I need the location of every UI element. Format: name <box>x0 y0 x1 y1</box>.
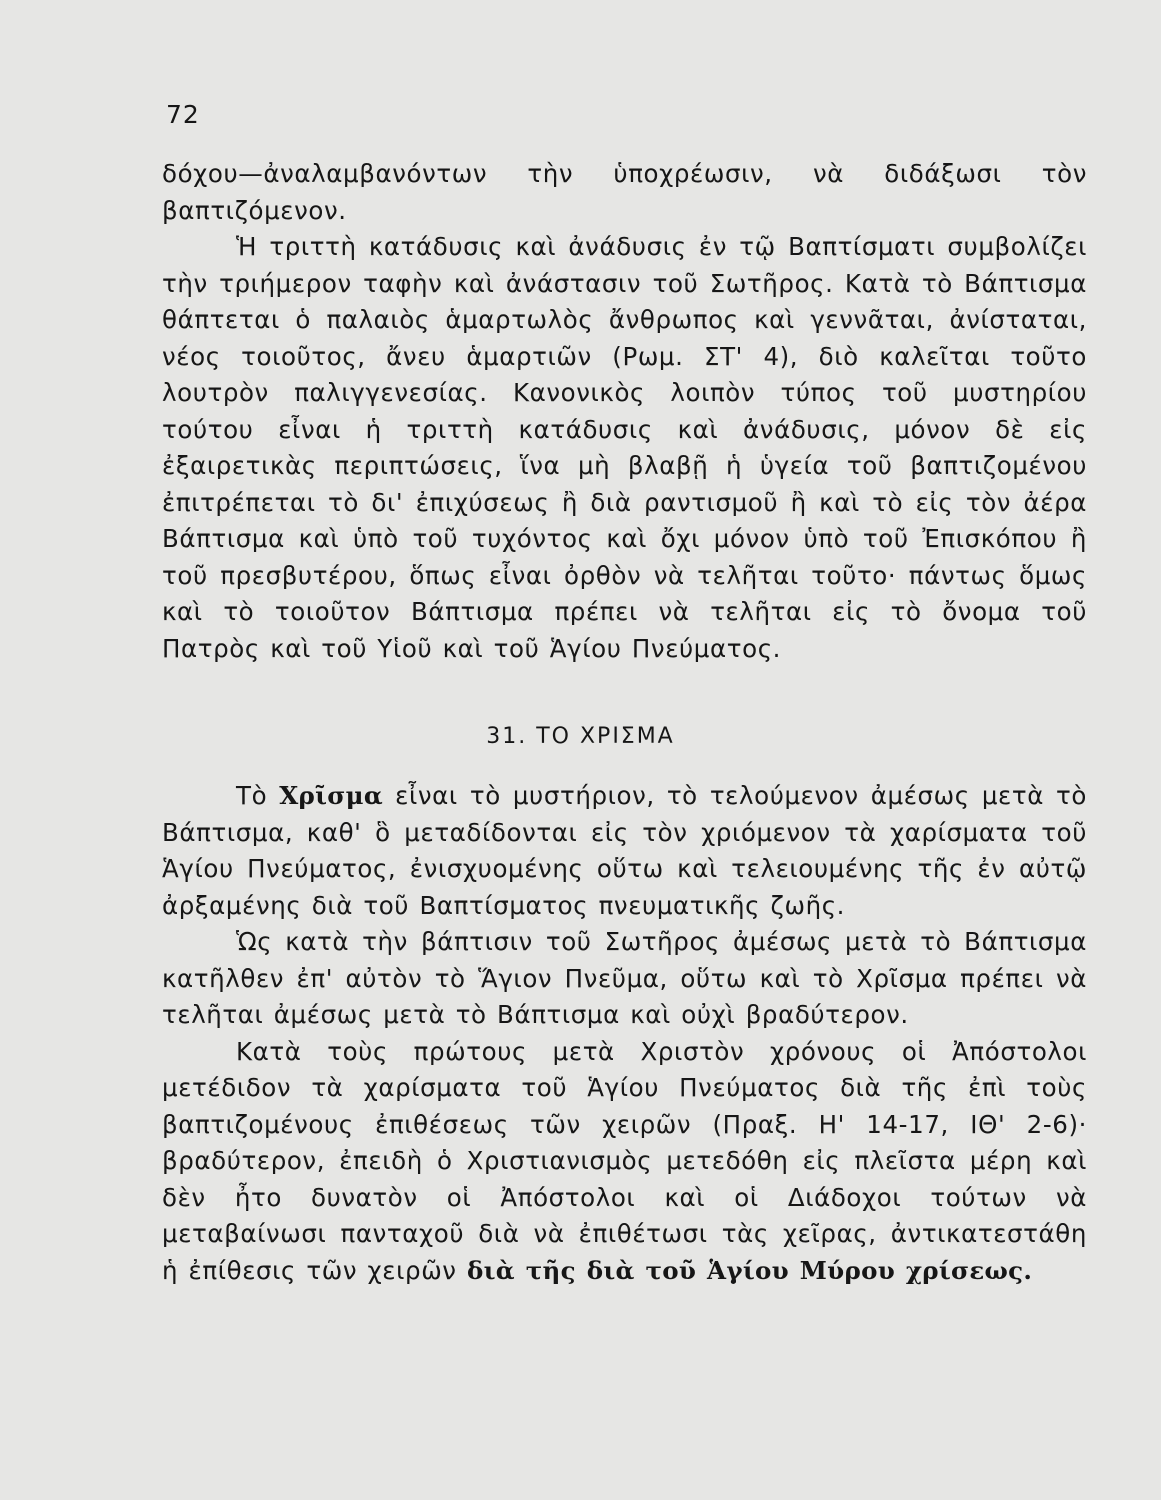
history-emphasis: διὰ τῆς διὰ τοῦ Ἁγίου Μύρου χρίσεως. <box>466 1255 1033 1285</box>
paragraph-chrism-history <box>162 1034 1087 1290</box>
term-chrism: Χρῖσμα <box>279 781 384 810</box>
paragraph-chrism-timing: Ὡς κατὰ τὴν βάπτισιν τοῦ Σωτῆρος ἀμέσως μετὰ τὸ Βάπτισμα κατῆλθεν ἐπ' αὐτὸν τὸ Ἅγιον Πνεῦμα, οὕτω καὶ τὸ Χρῖσμα πρέπει νὰ τελῆται ἀμέσως μετὰ τὸ Βάπτισμα καὶ οὐχὶ βραδύτερον. <box>162 927 1087 1029</box>
page-number: 72 <box>166 100 200 129</box>
text-block-chrism <box>162 778 1087 1289</box>
paragraph-continuation: δόχου—ἀναλαμβανόντων τὴν ὑποχρέωσιν, νὰ διδάξωσι τὸν βαπτιζόμενον. <box>162 159 1087 225</box>
text-block-baptism <box>162 156 1087 667</box>
paragraph-chrism-definition <box>162 778 1087 924</box>
history-text: Κατὰ τοὺς πρώτους μετὰ Χριστὸν χρόνους οἱ Ἀπόστολοι μετέδιδον τὰ χαρίσματα τοῦ Ἁγίου Πνεύματος διὰ τῆς ἐπὶ τοὺς βαπτιζομένους ἐπιθέσεως τῶν χειρῶν (Πραξ. Η' 14-17, ΙΘ' 2-6)· βραδύτερον, ἐπειδὴ ὁ Χριστιανισμὸς μετεδόθη εἰς πλεῖστα μέρη καὶ δὲν ἦτο δυνατὸν οἱ Ἀπόστολοι καὶ οἱ Διάδοχοι τούτων νὰ μεταβαίνωσι πανταχοῦ διὰ νὰ ἐπιθέτωσι τὰς χεῖρας, ἀντικατεστάθη ἡ ἐπίθεσις τῶν χειρῶν <box>162 1036 1087 1285</box>
paragraph-triple-immersion: Ἡ τριττὴ κατάδυσις καὶ ἀνάδυσις ἐν τῷ Βαπτίσματι συμβολίζει τὴν τριήμερον ταφὴν καὶ ἀνάστασιν τοῦ Σωτῆρος. Κατὰ τὸ Βάπτισμα θάπτεται ὁ παλαιὸς ἁμαρτωλὸς ἄνθρωπος καὶ γεννᾶται, ἀνίσταται, νέος τοιοῦτος, ἄνευ ἁμαρτιῶν (Ρωμ. ΣΤ' 4), διὸ καλεῖται τοῦτο λουτρὸν παλιγγενεσίας. Κανονικὸς λοιπὸν τύπος τοῦ μυστηρίου τούτου εἶναι ἡ τριττὴ κατάδυσις καὶ ἀνάδυσις, μόνον δὲ εἰς ἐξαιρετικὰς περιπτώσεις, ἵνα μὴ βλαβῇ ἡ ὑγεία τοῦ βαπτιζομένου ἐπιτρέπεται τὸ δι' ἐπιχύσεως ἢ διὰ ραντισμοῦ ἢ καὶ τὸ εἰς τὸν ἀέρα Βάπτισμα καὶ ὑπὸ τοῦ τυχόντος καὶ ὄχι μόνον ὑπὸ τοῦ Ἐπισκόπου ἢ τοῦ πρεσβυτέρου, ὅπως εἶναι ὀρθὸν νὰ τελῆται τοῦτο· πάντως ὅμως καὶ τὸ τοιοῦτον Βάπτισμα πρέπει νὰ τελῆται εἰς τὸ ὄνομα τοῦ Πατρὸς καὶ τοῦ Υἱοῦ καὶ τοῦ Ἁγίου Πνεύματος. <box>162 232 1087 663</box>
definition-lead: Τὸ <box>236 781 280 810</box>
definition-rest: εἶναι τὸ μυστήριον, τὸ τελούμενον ἀμέσως μετὰ τὸ Βάπτισμα, καθ' ὃ μεταδίδονται εἰς τὸν χριόμενον τὰ χαρίσματα τοῦ Ἁγίου Πνεύματος, ἐνισχυομένης οὕτω καὶ τελειουμένης τῆς ἐν αὐτῷ ἀρξαμένης διὰ τοῦ Βαπτίσματος πνευματικῆς ζωῆς. <box>162 781 1087 920</box>
section-heading: 31. ΤΟ ΧΡΙΣΜΑ <box>486 724 675 749</box>
